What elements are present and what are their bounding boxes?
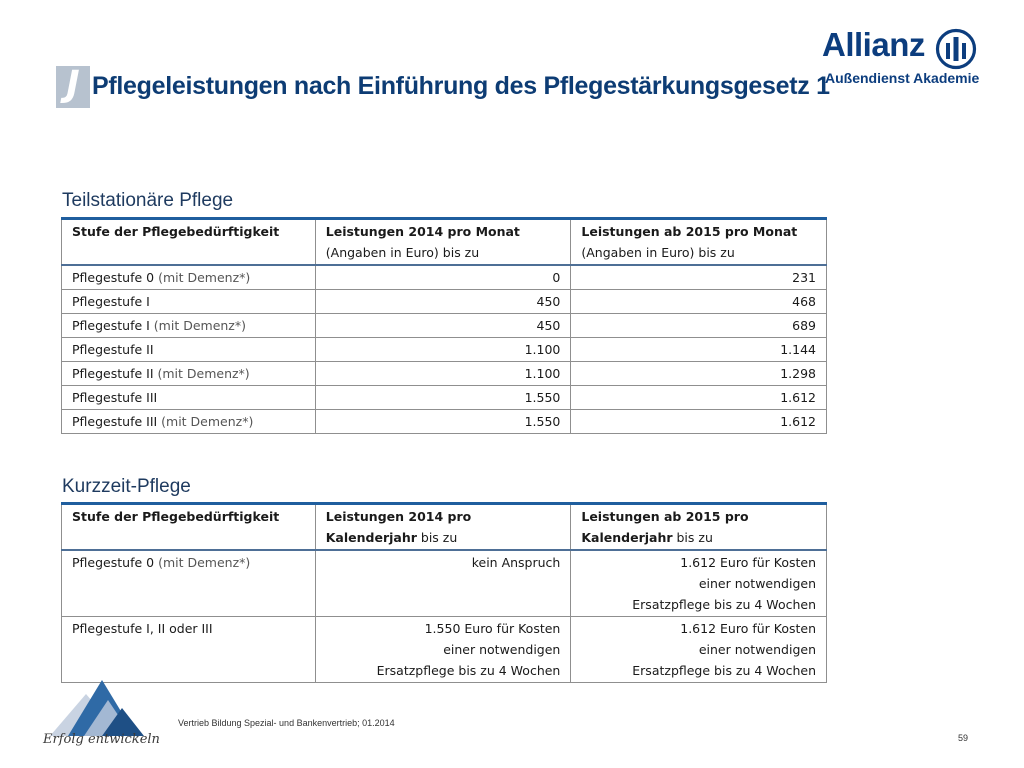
cell-line: 1.550 Euro für Kosten (424, 621, 561, 636)
stufe-name: Pflegestufe II (72, 342, 154, 357)
header-2014 (315, 504, 571, 551)
cell-2014: 0 (315, 265, 571, 290)
table-row (62, 550, 827, 617)
section-letter-badge (56, 66, 90, 108)
page-number: 59 (958, 733, 969, 743)
header-label-2: Kalenderjahr (581, 530, 673, 545)
cell-2014: 450 (315, 314, 571, 338)
header-sublabel: (Angaben in Euro) bis zu (325, 245, 480, 260)
allianz-emblem-icon (935, 28, 977, 70)
table-header-row (62, 504, 827, 551)
cell-2015 (571, 550, 827, 617)
cell-stufe (62, 338, 316, 362)
stufe-suffix: (mit Demenz*) (154, 555, 251, 570)
header-label: Leistungen 2014 pro Monat (325, 224, 520, 239)
header-2015 (571, 219, 827, 266)
header-stufe (62, 504, 316, 551)
table-row (62, 362, 827, 386)
cell-2014: 1.550 (315, 410, 571, 434)
cell-2014 (315, 617, 571, 683)
table-header-row (62, 219, 827, 266)
page-title: Pflegeleistungen nach Einführung des Pflegestärkungsgesetz 1 (92, 72, 830, 100)
cell-2015: 1.298 (571, 362, 827, 386)
stufe-name: Pflegestufe I (72, 318, 150, 333)
cell-2014: 450 (315, 290, 571, 314)
cell-line: einer notwendigen (443, 642, 561, 657)
footer-text: Vertrieb Bildung Spezial- und Bankenvertrieb; 01.2014 (178, 718, 395, 728)
cell-line: Ersatzpflege bis zu 4 Wochen (376, 663, 561, 678)
logo-subtitle: Außendienst Akademie (825, 70, 980, 86)
allianz-logo (822, 26, 982, 96)
cell-2015: 1.612 (571, 386, 827, 410)
cell-stufe (62, 290, 316, 314)
header-label: Stufe der Pflegebedürftigkeit (72, 509, 280, 524)
table-row (62, 290, 827, 314)
cell-line: einer notwendigen (698, 576, 816, 591)
cell-2015 (571, 617, 827, 683)
table-teilstationaer (61, 217, 827, 434)
table-row (62, 386, 827, 410)
cell-2014 (315, 550, 571, 617)
cell-line: 1.612 Euro für Kosten (680, 555, 816, 570)
header-2014 (315, 219, 571, 266)
cell-stufe (62, 314, 316, 338)
header-sublabel: bis zu (416, 530, 458, 545)
cell-2015: 689 (571, 314, 827, 338)
header-stufe (62, 219, 316, 266)
header-label: Leistungen ab 2015 pro (581, 509, 749, 524)
section-letter: J (66, 64, 80, 105)
header-label: Leistungen ab 2015 pro Monat (581, 224, 798, 239)
cell-stufe (62, 617, 316, 683)
header-label: Stufe der Pflegebedürftigkeit (72, 224, 280, 239)
cell-stufe (62, 265, 316, 290)
table-row (62, 410, 827, 434)
cell-stufe (62, 550, 316, 617)
header-label: Leistungen 2014 pro (325, 509, 472, 524)
stufe-name: Pflegestufe III (72, 414, 158, 429)
cell-line: kein Anspruch (471, 555, 561, 570)
stufe-name: Pflegestufe III (72, 390, 158, 405)
header-sublabel: bis zu (672, 530, 713, 545)
stufe-suffix: (mit Demenz*) (154, 270, 251, 285)
section-heading-kurzzeit: Kurzzeit-Pflege (62, 476, 191, 497)
cell-stufe (62, 386, 316, 410)
table-row (62, 265, 827, 290)
stufe-suffix: (mit Demenz*) (149, 318, 246, 333)
cell-2014: 1.550 (315, 386, 571, 410)
cell-line: 1.612 Euro für Kosten (680, 621, 816, 636)
cell-2015: 1.612 (571, 410, 827, 434)
logo-name: Allianz (822, 26, 925, 63)
stufe-name: Pflegestufe II (72, 366, 154, 381)
cell-stufe (62, 410, 316, 434)
cell-2015: 1.144 (571, 338, 827, 362)
header-label-2: Kalenderjahr (325, 530, 417, 545)
stufe-name: Pflegestufe 0 (72, 270, 155, 285)
cell-line: Ersatzpflege bis zu 4 Wochen (632, 597, 816, 612)
section-heading-teilstationaer: Teilstationäre Pflege (62, 190, 234, 211)
table-row (62, 338, 827, 362)
table-row (62, 617, 827, 683)
cell-2014: 1.100 (315, 362, 571, 386)
stufe-name: Pflegestufe I, II oder III (72, 621, 213, 636)
cell-2015: 468 (571, 290, 827, 314)
footer-slogan: Erfolg entwickeln (43, 732, 160, 747)
header-2015 (571, 504, 827, 551)
cell-2015: 231 (571, 265, 827, 290)
cell-stufe (62, 362, 316, 386)
cell-2014: 1.100 (315, 338, 571, 362)
stufe-suffix: (mit Demenz*) (153, 366, 250, 381)
stufe-name: Pflegestufe 0 (72, 555, 155, 570)
header-sublabel: (Angaben in Euro) bis zu (581, 245, 735, 260)
cell-line: einer notwendigen (698, 642, 816, 657)
stufe-name: Pflegestufe I (72, 294, 150, 309)
table-kurzzeit (61, 502, 827, 683)
stufe-suffix: (mit Demenz*) (157, 414, 254, 429)
cell-line: Ersatzpflege bis zu 4 Wochen (632, 663, 816, 678)
table-row (62, 314, 827, 338)
